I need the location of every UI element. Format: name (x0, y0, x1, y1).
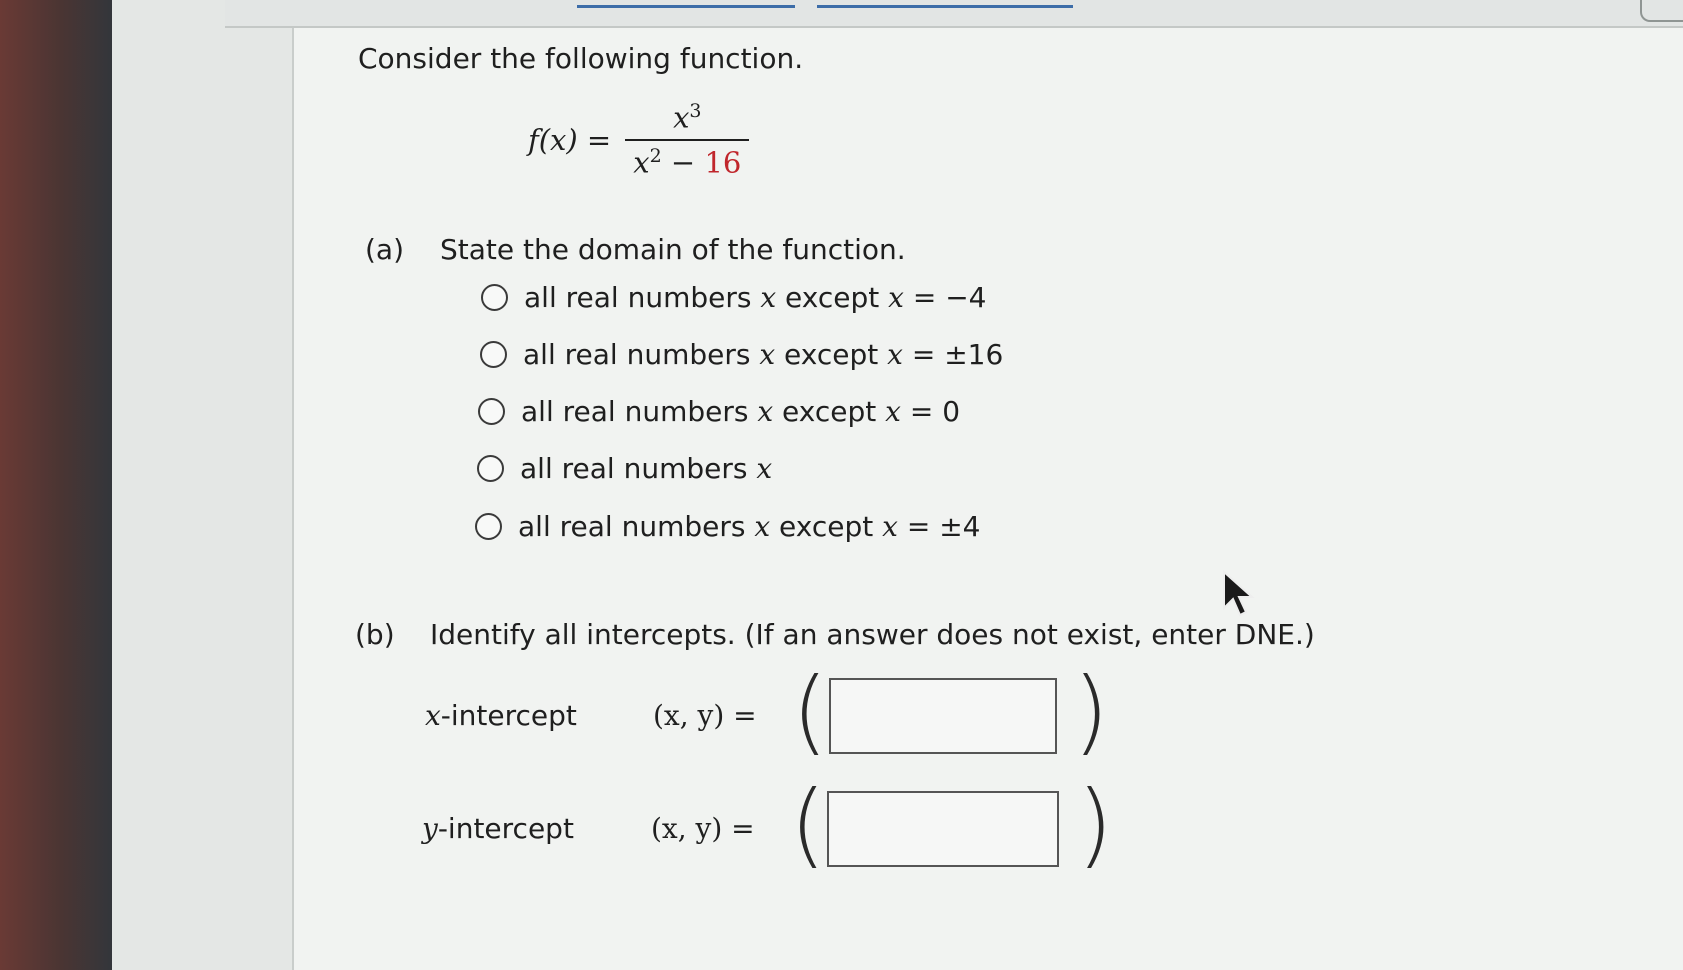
open-paren: ( (792, 658, 828, 765)
screen-bezel (0, 0, 112, 970)
close-paren: ) (1077, 771, 1113, 878)
domain-option-3[interactable] (478, 395, 960, 428)
option-label: all real numbers x except x = 0 (521, 395, 961, 428)
function-formula (528, 100, 749, 179)
toolbar-corner (1640, 0, 1683, 22)
radio-button[interactable] (477, 455, 504, 482)
part-a-question: State the domain of the function. (440, 233, 906, 266)
option-label: all real numbers x except x = ±4 (518, 510, 981, 543)
open-paren: ( (790, 771, 826, 878)
function-lhs: f(x) = (528, 122, 612, 157)
y-intercept-input[interactable] (827, 791, 1059, 867)
y-intercept-label: y-intercept (422, 812, 574, 845)
y-intercept-xy: (x, y) = (651, 812, 755, 845)
domain-option-2[interactable] (480, 338, 1003, 371)
x-intercept-input[interactable] (829, 678, 1057, 754)
part-b-question: Identify all intercepts. (If an answer does not exist, enter DNE.) (430, 618, 1315, 651)
part-b-label: (b) (355, 618, 395, 651)
toolbar-tab-1[interactable] (577, 0, 795, 8)
radio-button[interactable] (480, 341, 507, 368)
option-label: all real numbers x except x = −4 (524, 281, 987, 314)
close-paren: ) (1073, 658, 1109, 765)
x-intercept-label: x-intercept (425, 699, 577, 732)
left-margin (112, 0, 294, 970)
fraction-denominator: $x^2 - 16$ (625, 139, 749, 180)
radio-button[interactable] (481, 284, 508, 311)
mouse-pointer-icon (1222, 570, 1256, 618)
question-intro: Consider the following function. (358, 42, 804, 75)
option-label: all real numbers x (520, 452, 773, 485)
toolbar-tab-2[interactable] (817, 0, 1073, 8)
radio-button[interactable] (478, 398, 505, 425)
domain-option-4[interactable] (477, 452, 772, 485)
x-intercept-xy: (x, y) = (653, 699, 757, 732)
fraction-numerator: $x^3$ (673, 100, 702, 135)
option-label: all real numbers x except x = ±16 (523, 338, 1004, 371)
domain-option-5[interactable] (475, 510, 981, 543)
fraction (625, 100, 749, 179)
domain-option-1[interactable] (481, 281, 987, 314)
radio-button[interactable] (475, 513, 502, 540)
part-a-label: (a) (365, 233, 405, 266)
